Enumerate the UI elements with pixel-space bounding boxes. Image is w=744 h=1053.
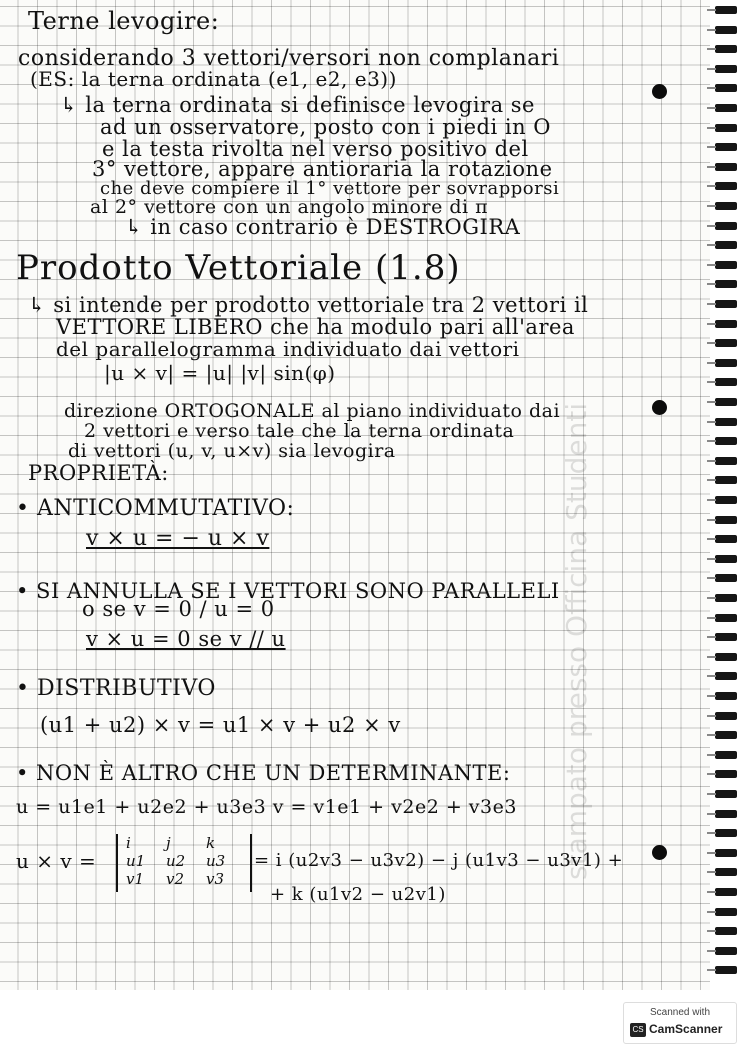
text-line: che deve compiere il 1° vettore per sovrapporsi <box>100 178 560 199</box>
formula-modulus: |u × v| = |u| |v| sin(φ) <box>104 361 336 385</box>
spiral-ring <box>715 731 737 739</box>
spiral-ring <box>715 535 737 543</box>
spiral-ring <box>715 124 737 132</box>
spiral-ring <box>715 574 737 582</box>
spiral-ring <box>715 947 737 955</box>
spiral-ring <box>715 300 737 308</box>
matrix-cell: u1 <box>126 852 146 870</box>
formula-expansion: = i (u2v3 − u3v2) − j (u1v3 − u3v1) + <box>254 850 624 871</box>
property-distributive: • DISTRIBUTIVO <box>16 676 216 701</box>
formula-anticommutative: v × u = − u × v <box>86 526 270 551</box>
spiral-ring <box>715 457 737 465</box>
scanner-caption: Scanned with <box>649 1007 711 1018</box>
matrix-cell: i <box>126 834 131 852</box>
matrix-cell: v2 <box>166 870 185 888</box>
spiral-ring <box>715 104 737 112</box>
formula-parallel: v × u = 0 se v // u <box>86 627 286 651</box>
spiral-ring <box>715 633 737 641</box>
matrix-cell: u3 <box>206 852 226 870</box>
spiral-ring <box>715 241 737 249</box>
property-anticommutative: • ANTICOMMUTATIVO: <box>16 496 295 521</box>
spiral-ring <box>715 398 737 406</box>
spiral-ring <box>715 927 737 935</box>
matrix-cell: u2 <box>166 852 186 870</box>
text-line: ↳ la terna ordinata si definisce levogira se <box>60 93 535 117</box>
spiral-ring <box>715 888 737 896</box>
property-determinant: • NON È ALTRO CHE UN DETERMINANTE: <box>16 761 511 785</box>
spiral-ring <box>715 84 737 92</box>
spiral-ring <box>715 280 737 288</box>
text-line: di vettori (u, v, u×v) sia levogira <box>68 440 396 462</box>
properties-heading: PROPRIETÀ: <box>28 461 169 485</box>
text-line: e la testa rivolta nel verso positivo del <box>102 137 529 161</box>
text-line: ad un osservatore, posto con i piedi in O <box>100 115 551 139</box>
spiral-ring <box>715 790 737 798</box>
spiral-ring <box>715 222 737 230</box>
spiral-ring <box>715 378 737 386</box>
spiral-ring <box>715 751 737 759</box>
spiral-ring <box>715 966 737 974</box>
watermark-text: stampato presso Officina Studenti <box>560 402 593 880</box>
text-line: 2 vettori e verso tale che la terna ordinata <box>84 420 515 442</box>
spiral-ring <box>715 65 737 73</box>
spiral-ring <box>715 163 737 171</box>
camscanner-badge <box>623 1002 737 1044</box>
spiral-ring <box>715 555 737 563</box>
spiral-binding <box>705 0 744 990</box>
text-line: al 2° vettore con un angolo minore di π <box>90 196 489 218</box>
formula-expansion-continued: + k (u1v2 − u2v1) <box>270 884 446 905</box>
text-line: considerando 3 vettori/versori non complanari <box>18 46 560 71</box>
text-line: VETTORE LIBERO che ha modulo pari all'area <box>56 315 575 339</box>
spiral-ring <box>715 261 737 269</box>
formula-cross-product: u × v = <box>16 849 97 873</box>
spiral-ring <box>715 496 737 504</box>
spiral-ring <box>715 202 737 210</box>
spiral-ring <box>715 594 737 602</box>
spiral-ring <box>715 320 737 328</box>
determinant-matrix <box>116 834 252 892</box>
spiral-ring <box>715 516 737 524</box>
section-heading-levogire: Terne levogire: <box>28 7 220 35</box>
spiral-ring <box>715 339 737 347</box>
spiral-ring <box>715 359 737 367</box>
text-line: ↳ si intende per prodotto vettoriale tra 2 vettori il <box>28 293 589 317</box>
matrix-cell: v3 <box>206 870 225 888</box>
matrix-cell: k <box>206 834 216 852</box>
section-heading-prodotto-vettoriale: Prodotto Vettoriale (1.8) <box>16 248 461 288</box>
spiral-ring <box>715 437 737 445</box>
matrix-cell: v1 <box>126 870 145 888</box>
scanner-brand: CamScanner <box>649 1022 723 1036</box>
spiral-ring <box>715 672 737 680</box>
matrix-cell: j <box>166 834 171 852</box>
formula-distributive: (u1 + u2) × v = u1 × v + u2 × v <box>40 713 401 737</box>
spiral-ring <box>715 868 737 876</box>
spiral-ring <box>715 45 737 53</box>
spiral-ring <box>715 692 737 700</box>
camscanner-logo-icon: CS <box>630 1023 646 1037</box>
spiral-ring <box>715 143 737 151</box>
spiral-ring <box>715 476 737 484</box>
spiral-ring <box>715 653 737 661</box>
spiral-ring <box>715 810 737 818</box>
text-line: direzione ORTOGONALE al piano individuato dai <box>64 400 561 422</box>
binder-hole <box>652 845 667 860</box>
spiral-ring <box>715 829 737 837</box>
spiral-ring <box>715 26 737 34</box>
formula-components: u = u1e1 + u2e2 + u3e3 v = v1e1 + v2e2 + v3e3 <box>16 796 517 818</box>
spiral-ring <box>715 908 737 916</box>
binder-hole <box>652 84 667 99</box>
property-parallel: • SI ANNULLA SE I VETTORI SONO PARALLELI <box>16 579 560 603</box>
text-line: o se v = 0 / u = 0 <box>82 597 275 621</box>
spiral-ring <box>715 712 737 720</box>
spiral-ring <box>715 614 737 622</box>
text-line: del parallelogramma individuato dai vettori <box>56 337 520 361</box>
binder-hole <box>652 400 667 415</box>
spiral-ring <box>715 418 737 426</box>
spiral-ring <box>715 6 737 14</box>
spiral-ring <box>715 770 737 778</box>
spiral-ring <box>715 182 737 190</box>
text-line: (ES: la terna ordinata (e1, e2, e3)) <box>30 67 397 91</box>
text-line: 3° vettore, appare antioraria la rotazione <box>92 157 553 181</box>
text-line: ↳ in caso contrario è DESTROGIRA <box>125 215 521 239</box>
spiral-ring <box>715 849 737 857</box>
